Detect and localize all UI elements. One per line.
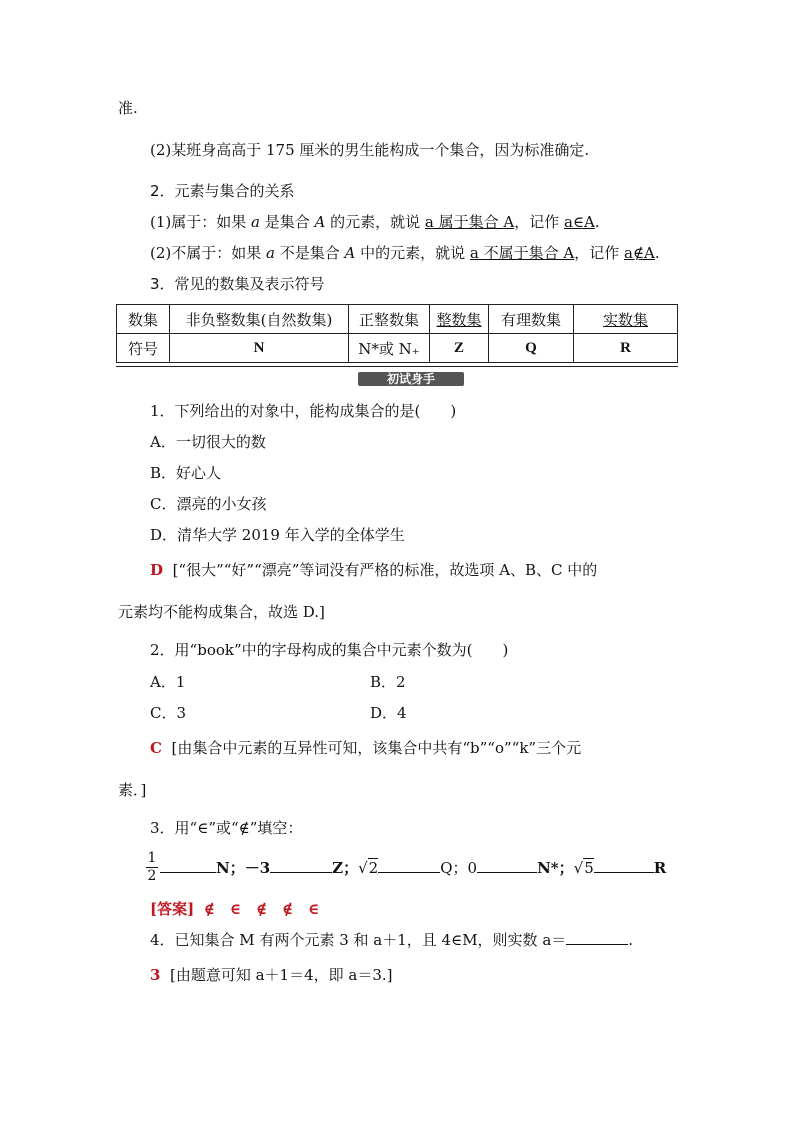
table-cell: N*或 N₊: [349, 334, 430, 363]
question-2-explanation: C [由集合中元素的互异性可知，该集合中共有“b”“o”“k”三个元: [150, 739, 582, 757]
table-row: [117, 305, 678, 334]
section-heading-2: 2．元素与集合的关系: [150, 182, 295, 200]
table-cell: Q: [489, 334, 574, 363]
question-1-option-a: A．一切很大的数: [150, 433, 266, 451]
table-cell: 非负整数集(自然数集): [170, 305, 349, 334]
question-2-option-d: D．4: [370, 704, 407, 722]
question-2-option-a: A．1: [150, 673, 186, 691]
answer-blank[interactable]: [566, 930, 628, 945]
answer-blank[interactable]: [160, 858, 216, 873]
question-2-option-c: C．3: [150, 704, 187, 722]
answer-blank[interactable]: [594, 858, 654, 873]
table-cell: 整数集: [430, 305, 489, 334]
table-cell: Z: [430, 334, 489, 363]
table-cell: 数集: [117, 305, 170, 334]
question-1-option-d: D．清华大学 2019 年入学的全体学生: [150, 526, 405, 544]
answer-letter: C: [150, 739, 162, 757]
question-1-option-b: B．好心人: [150, 464, 222, 482]
paragraph-example-2: (2)某班身高高于 175 厘米的男生能构成一个集合，因为标准确定.: [150, 141, 590, 159]
table-row: [117, 334, 678, 363]
table-cell: 有理数集: [489, 305, 574, 334]
section-heading-3: 3．常见的数集及表示符号: [150, 275, 325, 293]
table-cell: 实数集: [574, 305, 678, 334]
answer-label: [答案]: [150, 900, 195, 918]
number-sets-table: [116, 304, 678, 363]
table-cell: R: [574, 334, 678, 363]
question-4-stem: 4．已知集合 M 有两个元素 3 和 a＋1，且 4∈M，则实数 a＝ .: [150, 931, 634, 949]
section-divider: [116, 366, 678, 367]
answer-blank[interactable]: [378, 858, 440, 873]
question-1-explanation: D [“很大”“好”“漂亮”等词没有严格的标准，故选项 A、B、C 中的: [150, 561, 598, 579]
table-cell: 符号: [117, 334, 170, 363]
table-cell: 正整数集: [349, 305, 430, 334]
question-2-explanation-cont: 素．]: [118, 781, 147, 799]
answer-blank[interactable]: [477, 858, 537, 873]
answer-blank[interactable]: [270, 858, 332, 873]
question-3-stem: 3．用“∈”或“∉”填空：: [150, 819, 303, 837]
section-banner: 初试身手: [358, 372, 464, 386]
question-4-explanation: 3 [由题意可知 a＋1＝4，即 a＝3.]: [150, 966, 393, 984]
answer-letter: D: [150, 561, 164, 579]
question-1-option-c: C．漂亮的小女孩: [150, 495, 267, 513]
answer-value: 3: [150, 966, 161, 984]
question-1-explanation-cont: 元素均不能构成集合，故选 D.]: [118, 603, 325, 621]
table-cell: N: [170, 334, 349, 363]
definition-not-belongs: (2)不属于：如果 a 不是集合 A 中的元素，就说 a 不属于集合 A，记作 a∉A.: [150, 244, 660, 262]
question-2-option-b: B．2: [370, 673, 406, 691]
fraction-one-half: $\frac{1}{2}$: [147, 850, 157, 884]
definition-belongs: (1)属于：如果 a 是集合 A 的元素，就说 a 属于集合 A，记作 a∈A.: [150, 213, 600, 231]
question-3-fill-line: N；－3 Z；√2 Q；0 N*；√5 R: [160, 858, 666, 878]
continued-text: 准.: [118, 99, 138, 117]
question-2-stem: 2．用“book”中的字母构成的集合中元素个数为( ): [150, 641, 509, 659]
question-1-stem: 1．下列给出的对象中，能构成集合的是( ): [150, 402, 457, 420]
question-3-answer: [答案] ∉ ∈ ∉ ∉ ∈: [150, 900, 320, 918]
